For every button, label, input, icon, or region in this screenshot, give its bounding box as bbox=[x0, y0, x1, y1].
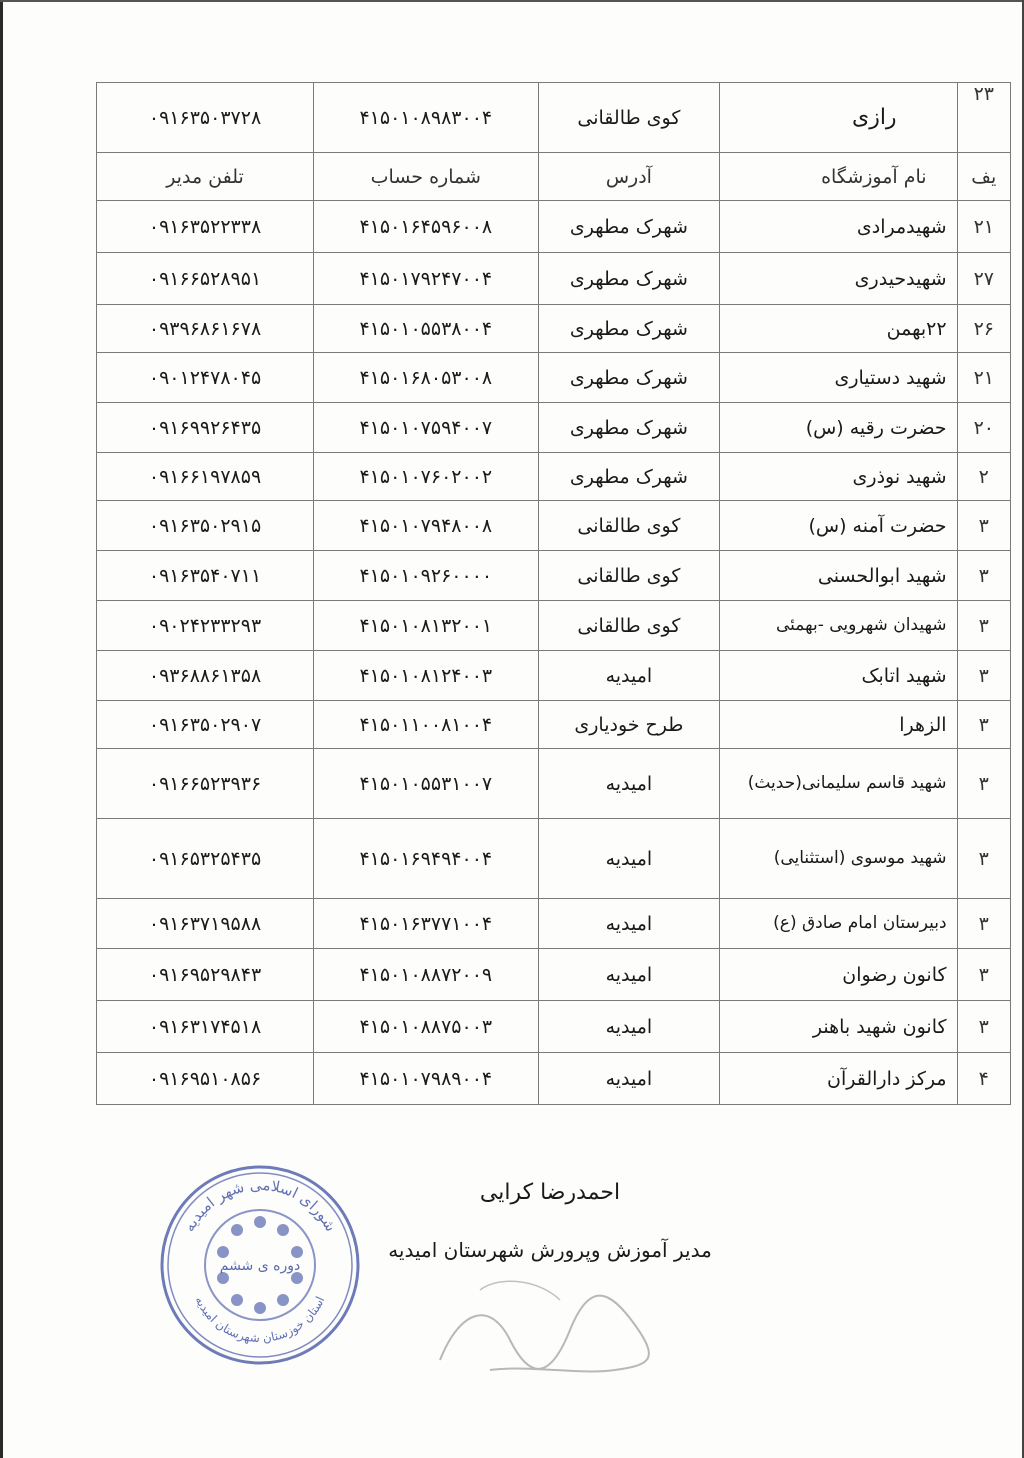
school-name-cell: دبیرستان امام صادق (ع) bbox=[720, 899, 957, 949]
table-row bbox=[97, 551, 1011, 601]
address-cell: کوی طالقانی bbox=[538, 501, 720, 551]
address-cell: امیدیه bbox=[538, 749, 720, 819]
stamp-outer-text: شورای اسلامی شهر امیدیه bbox=[179, 1175, 341, 1235]
account-number-cell: ۴۱۵۰۱۰۸۸۷۲۰۰۹ bbox=[314, 949, 538, 1001]
school-name-cell: شهید نوذری bbox=[720, 453, 957, 501]
manager-phone-cell: ۰۹۱۶۳۷۱۹۵۸۸ bbox=[97, 899, 314, 949]
school-name-cell: شهید موسوی (استثنایی) bbox=[720, 819, 957, 899]
address-cell: امیدیه bbox=[538, 1053, 720, 1105]
account-number-cell: ۴۱۵۰۱۰۷۹۸۹۰۰۴ bbox=[314, 1053, 538, 1105]
account-number-cell: ۴۱۵۰۱۰۷۶۰۲۰۰۲ bbox=[314, 453, 538, 501]
handwritten-signature bbox=[420, 1270, 670, 1400]
account-number-cell: ۴۱۵۰۱۰۸۱۲۴۰۰۳ bbox=[314, 651, 538, 701]
account-number-cell: ۴۱۵۰۱۰۷۹۴۸۰۰۸ bbox=[314, 501, 538, 551]
school-name-cell: رازی bbox=[720, 83, 957, 153]
table-header-row bbox=[97, 153, 1011, 201]
address-cell: امیدیه bbox=[538, 899, 720, 949]
manager-phone-cell: ۰۹۱۶۵۳۲۵۴۳۵ bbox=[97, 819, 314, 899]
school-name-cell: حضرت آمنه (س) bbox=[720, 501, 957, 551]
school-name-cell: حضرت رقیه (س) bbox=[720, 403, 957, 453]
address-cell: کوی طالقانی bbox=[538, 601, 720, 651]
row-index: ۲۳ bbox=[957, 83, 1010, 153]
address-cell: شهرک مطهری bbox=[538, 201, 720, 253]
schools-table bbox=[96, 82, 1011, 1105]
school-name-cell: شهیدحیدری bbox=[720, 253, 957, 305]
address-cell: شهرک مطهری bbox=[538, 353, 720, 403]
manager-phone-cell: ۰۹۰۲۴۲۳۳۲۹۳ bbox=[97, 601, 314, 651]
row-index: ۳ bbox=[957, 949, 1010, 1001]
page-edge bbox=[0, 0, 3, 1458]
table-row bbox=[97, 1053, 1011, 1105]
address-cell: کوی طالقانی bbox=[538, 83, 720, 153]
account-number-cell: ۴۱۵۰۱۶۳۷۷۱۰۰۴ bbox=[314, 899, 538, 949]
manager-phone-cell: ۰۹۳۶۸۸۶۱۳۵۸ bbox=[97, 651, 314, 701]
manager-phone-cell: ۰۹۱۶۳۵۰۲۹۱۵ bbox=[97, 501, 314, 551]
table-row bbox=[97, 403, 1011, 453]
address-cell: امیدیه bbox=[538, 949, 720, 1001]
table-row bbox=[97, 899, 1011, 949]
school-name-cell: شهید اتابک bbox=[720, 651, 957, 701]
address-cell: امیدیه bbox=[538, 651, 720, 701]
table-row bbox=[97, 253, 1011, 305]
school-name-cell: کانون شهید باهنر bbox=[720, 1001, 957, 1053]
table-row bbox=[97, 453, 1011, 501]
row-index: ۲۷ bbox=[957, 253, 1010, 305]
table-row bbox=[97, 601, 1011, 651]
row-index: ۳ bbox=[957, 1001, 1010, 1053]
table-row bbox=[97, 949, 1011, 1001]
official-stamp bbox=[155, 1160, 365, 1370]
address-cell: شهرک مطهری bbox=[538, 305, 720, 353]
school-name-cell: الزهرا bbox=[720, 701, 957, 749]
manager-phone-cell: ۰۹۱۶۳۵۴۰۷۱۱ bbox=[97, 551, 314, 601]
account-number-cell: ۴۱۵۰۱۱۰۰۸۱۰۰۴ bbox=[314, 701, 538, 749]
table-row bbox=[97, 701, 1011, 749]
table-row bbox=[97, 305, 1011, 353]
account-number-cell: ۴۱۵۰۱۰۵۵۳۸۰۰۴ bbox=[314, 305, 538, 353]
school-name-cell: شهید قاسم سلیمانی(حدیث) bbox=[720, 749, 957, 819]
row-index: ۳ bbox=[957, 551, 1010, 601]
account-number-cell: ۴۱۵۰۱۰۷۵۹۴۰۰۷ bbox=[314, 403, 538, 453]
school-name-cell: شهیدان شهرویی -بهمئی bbox=[720, 601, 957, 651]
table-row bbox=[97, 749, 1011, 819]
row-index: ۲ bbox=[957, 453, 1010, 501]
row-index: ۳ bbox=[957, 701, 1010, 749]
row-index: ۳ bbox=[957, 899, 1010, 949]
address-cell: طرح خودیاری bbox=[538, 701, 720, 749]
address-cell: کوی طالقانی bbox=[538, 551, 720, 601]
column-header-manager-phone: تلفن مدیر bbox=[97, 153, 314, 201]
page-edge bbox=[0, 0, 1024, 2]
school-name-cell: شهیدمرادی bbox=[720, 201, 957, 253]
account-number-cell: ۴۱۵۰۱۰۸۱۳۲۰۰۱ bbox=[314, 601, 538, 651]
row-index: ۲۶ bbox=[957, 305, 1010, 353]
manager-phone-cell: ۰۹۱۶۳۵۰۳۷۲۸ bbox=[97, 83, 314, 153]
manager-phone-cell: ۰۹۱۶۹۵۲۹۸۴۳ bbox=[97, 949, 314, 1001]
manager-phone-cell: ۰۹۱۶۹۹۲۶۴۳۵ bbox=[97, 403, 314, 453]
account-number-cell: ۴۱۵۰۱۰۸۹۸۳۰۰۴ bbox=[314, 83, 538, 153]
row-index: ۳ bbox=[957, 501, 1010, 551]
row-index: ۲۰ bbox=[957, 403, 1010, 453]
row-index: ۳ bbox=[957, 651, 1010, 701]
address-cell: شهرک مطهری bbox=[538, 403, 720, 453]
column-header-school-name: نام آموزشگاه bbox=[720, 153, 957, 201]
stamp-inner-text: دوره ی ششم bbox=[219, 1258, 301, 1274]
address-cell: شهرک مطهری bbox=[538, 453, 720, 501]
row-index: ۳ bbox=[957, 601, 1010, 651]
school-name-cell: شهید دستیاری bbox=[720, 353, 957, 403]
table-row bbox=[97, 83, 1011, 153]
manager-phone-cell: ۰۹۱۶۳۱۷۴۵۱۸ bbox=[97, 1001, 314, 1053]
account-number-cell: ۴۱۵۰۱۶۹۴۹۴۰۰۴ bbox=[314, 819, 538, 899]
table-row bbox=[97, 501, 1011, 551]
account-number-cell: ۴۱۵۰۱۶۴۵۹۶۰۰۸ bbox=[314, 201, 538, 253]
account-number-cell: ۴۱۵۰۱۶۸۰۵۳۰۰۸ bbox=[314, 353, 538, 403]
account-number-cell: ۴۱۵۰۱۰۵۵۳۱۰۰۷ bbox=[314, 749, 538, 819]
column-header-address: آدرس bbox=[538, 153, 720, 201]
manager-phone-cell: ۰۹۱۶۶۱۹۷۸۵۹ bbox=[97, 453, 314, 501]
manager-phone-cell: ۰۹۳۹۶۸۶۱۶۷۸ bbox=[97, 305, 314, 353]
column-header-account-number: شماره حساب bbox=[314, 153, 538, 201]
manager-phone-cell: ۰۹۰۱۲۴۷۸۰۴۵ bbox=[97, 353, 314, 403]
row-index: ۲۱ bbox=[957, 201, 1010, 253]
table-row bbox=[97, 819, 1011, 899]
row-index: ۲۱ bbox=[957, 353, 1010, 403]
signer-name: احمدرضا کرایی bbox=[479, 1180, 621, 1205]
table-row bbox=[97, 353, 1011, 403]
address-cell: امیدیه bbox=[538, 1001, 720, 1053]
account-number-cell: ۴۱۵۰۱۷۹۲۴۷۰۰۴ bbox=[314, 253, 538, 305]
stamp-bottom-text: استان خوزستان شهرستان امیدیه bbox=[192, 1294, 328, 1346]
school-name-cell: کانون رضوان bbox=[720, 949, 957, 1001]
row-index: ۳ bbox=[957, 819, 1010, 899]
school-name-cell: مرکز دارالقرآن bbox=[720, 1053, 957, 1105]
school-name-cell: شهید ابوالحسنی bbox=[720, 551, 957, 601]
account-number-cell: ۴۱۵۰۱۰۸۸۷۵۰۰۳ bbox=[314, 1001, 538, 1053]
signer-title: مدیر آموزش وپرورش شهرستان امیدیه bbox=[388, 1238, 712, 1262]
table-row bbox=[97, 1001, 1011, 1053]
column-header-index: یف bbox=[957, 153, 1010, 201]
school-name-cell: ۲۲بهمن bbox=[720, 305, 957, 353]
manager-phone-cell: ۰۹۱۶۳۵۲۲۳۳۸ bbox=[97, 201, 314, 253]
manager-phone-cell: ۰۹۱۶۹۵۱۰۸۵۶ bbox=[97, 1053, 314, 1105]
table-row bbox=[97, 201, 1011, 253]
account-number-cell: ۴۱۵۰۱۰۹۲۶۰۰۰۰ bbox=[314, 551, 538, 601]
row-index: ۳ bbox=[957, 749, 1010, 819]
address-cell: امیدیه bbox=[538, 819, 720, 899]
address-cell: شهرک مطهری bbox=[538, 253, 720, 305]
table-row bbox=[97, 651, 1011, 701]
manager-phone-cell: ۰۹۱۶۳۵۰۲۹۰۷ bbox=[97, 701, 314, 749]
manager-phone-cell: ۰۹۱۶۶۵۲۳۹۳۶ bbox=[97, 749, 314, 819]
manager-phone-cell: ۰۹۱۶۶۵۲۸۹۵۱ bbox=[97, 253, 314, 305]
row-index: ۴ bbox=[957, 1053, 1010, 1105]
